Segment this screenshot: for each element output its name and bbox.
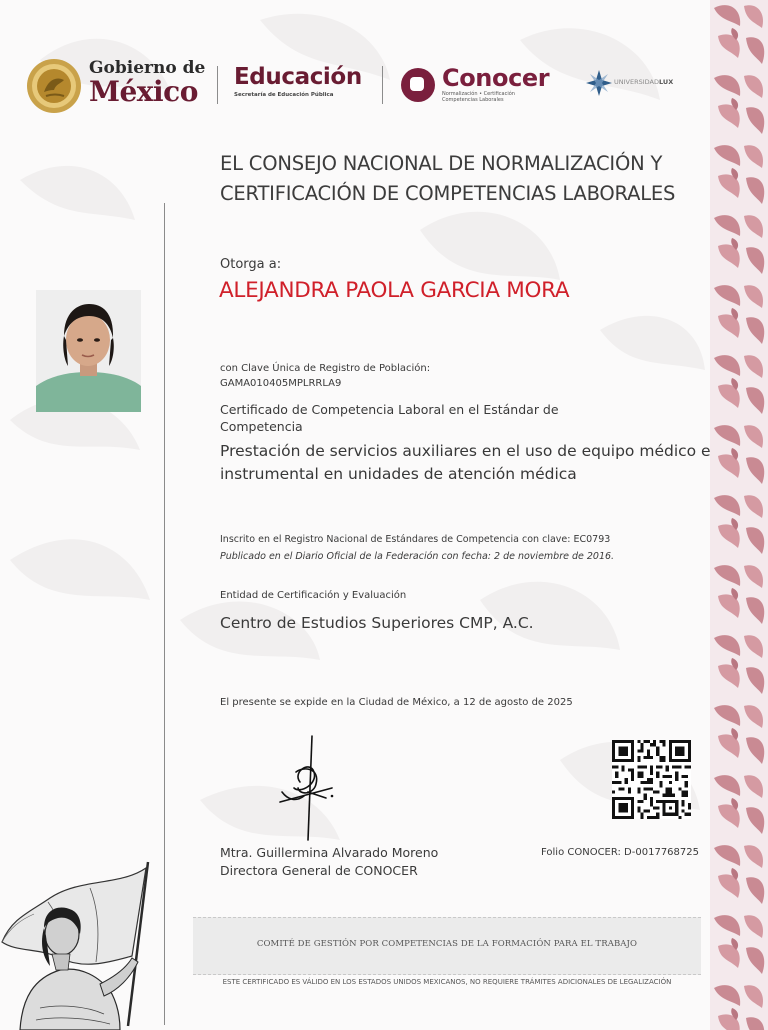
header-separator (382, 66, 383, 104)
qr-code (612, 740, 691, 819)
curp-block (220, 361, 430, 391)
council-line-2: CERTIFICACIÓN DE COMPETENCIAS LABORALES (220, 182, 676, 205)
signatory-title: Directora General de CONOCER (220, 863, 418, 878)
curp-value: GAMA010405MPLRRLA9 (220, 378, 342, 389)
decorative-side-border (710, 0, 768, 1030)
registry-line-1: Inscrito en el Registro Nacional de Estándares de Competencia con clave: EC0793 (220, 534, 611, 545)
gobierno-logo (89, 60, 205, 106)
signatory-block (220, 844, 438, 880)
committee-text: COMITÉ DE GESTIÓN POR COMPETENCIAS DE LA FORMACIÓN PARA EL TRABAJO (256, 939, 638, 949)
universidad-lux-icon (584, 68, 614, 98)
conocer-logo-icon (400, 67, 436, 103)
folio-number: Folio CONOCER: D-0017768725 (541, 847, 699, 858)
woman-with-flag-illustration (0, 858, 160, 1030)
committee-band (193, 917, 701, 975)
council-line-1: EL CONSEJO NACIONAL DE NORMALIZACIÓN Y (220, 152, 663, 175)
educacion-subtitle: Secretaría de Educación Pública (234, 92, 334, 98)
curp-label: con Clave Única de Registro de Población: (220, 363, 431, 374)
grant-label: Otorga a: (220, 257, 282, 272)
conocer-title: Conocer (442, 64, 550, 92)
conocer-logo (442, 66, 549, 103)
validity-notice: ESTE CERTIFICADO ES VÁLIDO EN LOS ESTADOS UNIDOS MEXICANOS, NO REQUIERE TRÁMITES ADICIONALES DE LEGALIZACIÓN (222, 978, 672, 986)
recipient-name: ALEJANDRA PAOLA GARCIA MORA (219, 278, 570, 303)
certificate-type-line-2: Competencia (220, 419, 303, 434)
council-title (220, 149, 675, 209)
educacion-title: Educación (234, 64, 362, 90)
registry-line-2: Publicado en el Diario Oficial de la Federación con fecha: 2 de noviembre de 2016. (220, 551, 615, 562)
universidad-text: UNIVERSIDAD (614, 78, 659, 86)
conocer-subtitle-2: Competencias Laborales (442, 97, 504, 103)
competency-standard (220, 440, 711, 486)
issue-statement: El presente se expide en la Ciudad de México, a 12 de agosto de 2025 (220, 697, 573, 708)
standard-line-2: instrumental en unidades de atención médica (220, 465, 577, 483)
certificate-type-line-1: Certificado de Competencia Laboral en el Estándar de (220, 402, 559, 417)
entity-name: Centro de Estudios Superiores CMP, A.C. (220, 614, 534, 632)
universidad-lux-logo (614, 78, 673, 86)
certificate-type (220, 401, 559, 435)
gobierno-line2: México (89, 75, 198, 108)
conocer-subtitle-1: Normalización • Certificación (442, 91, 515, 97)
entity-label: Entidad de Certificación y Evaluación (220, 590, 407, 601)
gobierno-line1: Gobierno de (89, 58, 206, 78)
left-vertical-rule (164, 203, 165, 1025)
signatory-name: Mtra. Guillermina Alvarado Moreno (220, 845, 439, 860)
recipient-photo (36, 290, 141, 412)
standard-line-1: Prestación de servicios auxiliares en el uso de equipo médico e (220, 442, 711, 460)
leaf-border-pattern (710, 0, 768, 1030)
header-separator (217, 66, 218, 104)
educacion-logo (234, 66, 362, 99)
portrait-image (36, 290, 141, 412)
lux-text: LUX (659, 78, 674, 86)
handwritten-signature (270, 732, 350, 844)
mexico-seal-icon (26, 58, 82, 114)
registry-block (220, 531, 614, 565)
